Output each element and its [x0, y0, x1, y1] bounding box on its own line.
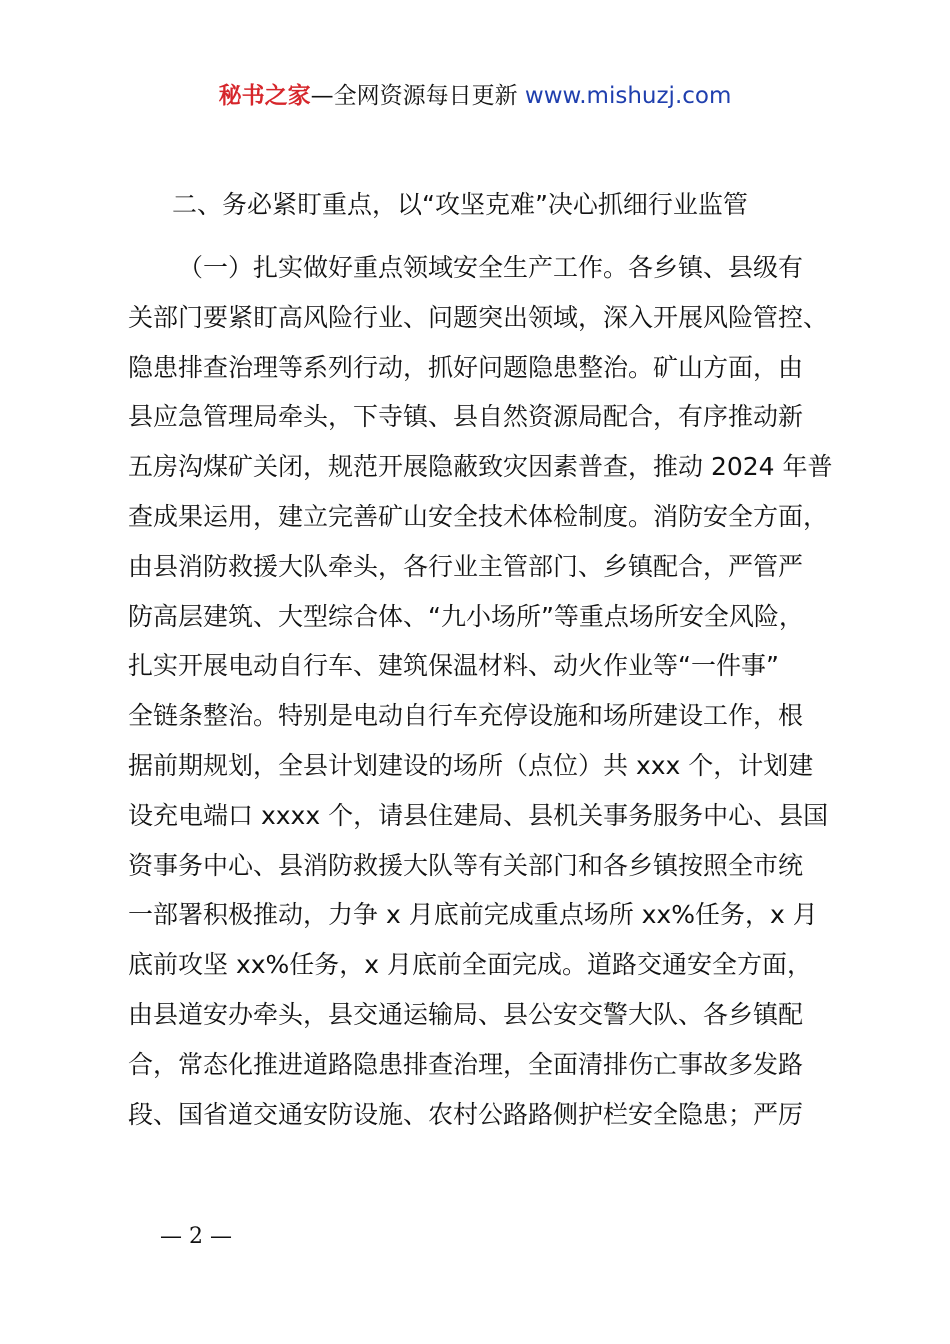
section-title: 二、务必紧盯重点，以“攻坚克难”决心抓细行业监管	[172, 190, 748, 219]
page-number: — 2 —	[160, 1224, 232, 1249]
paragraph-line: 全链条整治。特别是电动自行车充停设施和场所建设工作，根	[128, 701, 804, 731]
site-header	[0, 80, 950, 112]
paragraph-line: 底前攻坚 xx%任务，x 月底前全面完成。道路交通安全方面，	[128, 950, 813, 980]
paragraph-line: 资事务中心、县消防救援大队等有关部门和各乡镇按照全市统	[128, 850, 804, 880]
paragraph-line: 防高层建筑、大型综合体、“九小场所”等重点场所安全风险，	[128, 601, 804, 631]
paragraph-line: 查成果运用，建立完善矿山安全技术体检制度。消防安全方面，	[128, 501, 829, 531]
paragraph-line: 县应急管理局牵头，下寺镇、县自然资源局配合，有序推动新	[128, 402, 804, 432]
body-paragraph	[128, 248, 868, 1144]
paragraph-line: 关部门要紧盯高风险行业、问题突出领域，深入开展风险管控、	[128, 302, 829, 332]
paragraph-line: 合，常态化推进道路隐患排查治理，全面清排伤亡事故多发路	[128, 1049, 804, 1079]
paragraph-line: 由县道安办牵头，县交通运输局、县公安交警大队、各乡镇配	[128, 999, 804, 1029]
paragraph-line: 设充电端口 xxxx 个，请县住建局、县机关事务服务中心、县国	[128, 800, 829, 830]
site-tagline: —全网资源每日更新	[310, 83, 525, 109]
paragraph-line: 段、国省道交通安防设施、农村公路路侧护栏安全隐患；严厉	[128, 1099, 804, 1129]
paragraph-line: 由县消防救援大队牵头，各行业主管部门、乡镇配合，严管严	[128, 551, 804, 581]
paragraph-line: （一）扎实做好重点领域安全生产工作。各乡镇、县级有	[178, 253, 804, 282]
paragraph-line: 扎实开展电动自行车、建筑保温材料、动火作业等“一件事”	[128, 651, 779, 681]
site-url[interactable]: www.mishuzj.com	[524, 83, 732, 109]
paragraph-line: 隐患排查治理等系列行动，抓好问题隐患整治。矿山方面，由	[128, 352, 804, 382]
paragraph-line: 据前期规划，全县计划建设的场所（点位）共 xxx 个，计划建	[128, 750, 814, 780]
paragraph-line: 五房沟煤矿关闭，规范开展隐蔽致灾因素普查，推动 2024 年普	[128, 452, 833, 482]
paragraph-line: 一部署积极推动，力争 x 月底前完成重点场所 xx%任务，x 月	[128, 900, 818, 930]
site-brand: 秘书之家	[218, 83, 311, 109]
